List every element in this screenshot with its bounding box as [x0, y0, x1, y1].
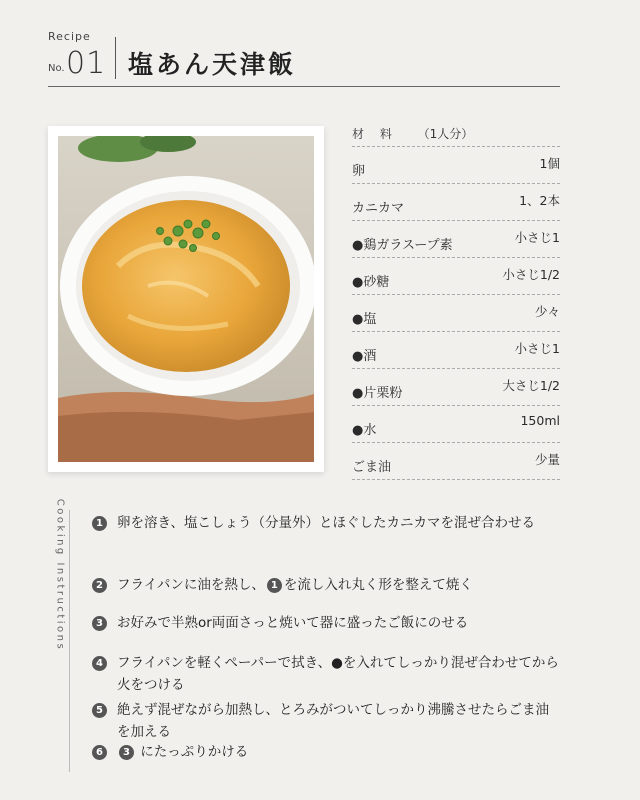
ingredient-row [352, 183, 560, 220]
step-text-part: フライパンに油を熱し、 [117, 577, 265, 593]
instruction-step [92, 741, 562, 763]
ingredients-header [352, 125, 473, 142]
photo-frame [48, 126, 324, 472]
number-prefix: No. [48, 63, 65, 74]
step-number-badge: 4 [92, 656, 107, 671]
ingredient-amount: 小さじ1 [514, 341, 560, 356]
instruction-step [92, 512, 562, 534]
step-text [117, 741, 562, 763]
step-text [117, 652, 562, 696]
dish-photo [58, 136, 314, 462]
ingredient-name: ●水 [352, 423, 377, 438]
step-number-badge: 3 [92, 616, 107, 631]
step-text: 卵を溶き、塩こしょう（分量外）とほぐしたカニカマを混ぜ合わせる [117, 515, 535, 531]
ingredient-row [352, 331, 560, 368]
ingredients-label: 材 料 [352, 127, 398, 141]
instruction-step [92, 652, 562, 696]
ingredient-name: ●砂糖 [352, 275, 390, 290]
step-text-part: を入れてしっかり混ぜ合わせてから火をつける [117, 655, 559, 693]
ingredient-amount: 1個 [539, 156, 560, 171]
ingredient-row [352, 257, 560, 294]
step-text: お好みで半熟or両面さっと焼いて器に盛ったご飯にのせる [117, 615, 469, 631]
header-divider [115, 37, 116, 79]
ingredient-name: 卵 [352, 164, 366, 179]
ingredient-amount: 1、2本 [519, 193, 560, 208]
steps-divider [69, 510, 70, 772]
ingredient-amount: 150ml [520, 413, 560, 428]
ingredients-list [352, 146, 560, 480]
ingredient-name: ごま油 [352, 460, 392, 475]
recipe-title: 塩あん天津飯 [128, 50, 297, 79]
ingredient-amount: 少量 [534, 452, 560, 467]
step-text-part: にたっぷりかける [136, 744, 249, 760]
servings: （1人分） [417, 127, 474, 141]
ingredient-name: ●酒 [352, 349, 377, 364]
step-reference-badge: 1 [267, 578, 282, 593]
step-text-part: を流し入れ丸く形を整えて焼く [283, 577, 473, 593]
header-rule [48, 86, 560, 87]
step-number-badge: 5 [92, 703, 107, 718]
recipe-word: Recipe [48, 30, 91, 43]
ingredient-name: ●片栗粉 [352, 386, 403, 401]
step-text-part: フライパンを軽くペーパーで拭き、 [117, 655, 332, 671]
ingredient-name: カニカマ [352, 201, 405, 216]
ingredient-row [352, 368, 560, 405]
instruction-step [92, 699, 562, 743]
ingredient-row [352, 294, 560, 331]
step-number-badge: 2 [92, 578, 107, 593]
step-text [117, 574, 562, 596]
ingredient-row [352, 405, 560, 442]
ingredient-name: ●鶏ガラスープ素 [352, 238, 453, 253]
ingredient-amount: 小さじ1/2 [502, 267, 560, 282]
step-reference-mark: ● [331, 655, 343, 671]
ingredient-amount: 少々 [534, 304, 560, 319]
ingredient-name: ●塩 [352, 312, 377, 327]
ingredient-row [352, 442, 560, 480]
step-text: 絶えず混ぜながら加熱し、とろみがついてしっかり沸騰させたらごま油を加える [117, 702, 549, 740]
step-number-badge: 1 [92, 516, 107, 531]
ingredient-row [352, 146, 560, 183]
ingredient-amount: 小さじ1 [514, 230, 560, 245]
recipe-number: 01 [66, 46, 107, 81]
instruction-step [92, 612, 562, 634]
cooking-instructions-label: Cooking Instructions [54, 498, 66, 652]
ingredient-amount: 大さじ1/2 [502, 378, 560, 393]
step-reference-badge: 3 [119, 745, 134, 760]
instruction-step [92, 574, 562, 596]
ingredient-row [352, 220, 560, 257]
step-number-badge: 6 [92, 745, 107, 760]
